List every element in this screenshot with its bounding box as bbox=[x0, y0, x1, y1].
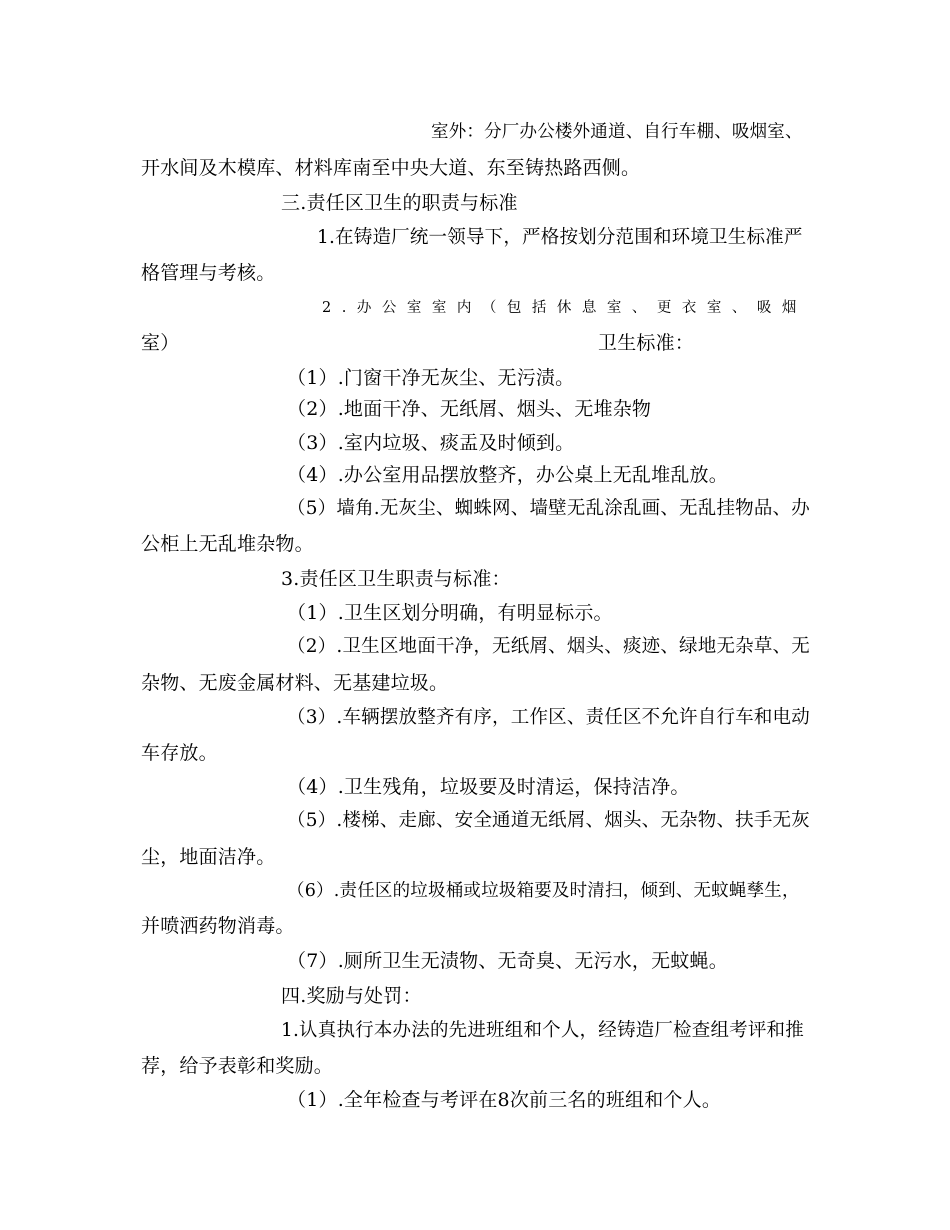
list-item: （3）.室内垃圾、痰盂及时倾到。 bbox=[287, 432, 575, 454]
list-item: （5）.楼梯、走廊、安全通道无纸屑、烟头、无杂物、扶手无灰 bbox=[287, 810, 810, 831]
list-item: （1）.全年检查与考评在8次前三名的班组和个人。 bbox=[287, 1089, 722, 1111]
list-item: （4）.办公室用品摆放整齐，办公桌上无乱堆乱放。 bbox=[287, 464, 728, 486]
text-line: 公柜上无乱堆杂物。 bbox=[141, 533, 314, 555]
section-heading: 四.奖励与处罚： bbox=[281, 985, 422, 1007]
section-heading: 3.责任区卫生职责与标准： bbox=[281, 568, 511, 590]
text-line: 并喷洒药物消毒。 bbox=[141, 915, 295, 937]
text-line: 荐，给予表彰和奖励。 bbox=[141, 1055, 334, 1077]
text-line: 尘，地面洁净。 bbox=[141, 846, 276, 868]
text-line: 2.办公室室内（包括休息室、更衣室、吸烟 bbox=[322, 300, 807, 316]
list-item: （3）.车辆摆放整齐有序，工作区、责任区不允许自行车和电动 bbox=[287, 707, 810, 728]
text-line: 室外：分厂办公楼外通道、自行车棚、吸烟室、 bbox=[431, 122, 803, 142]
list-item: （2）.地面干净、无纸屑、烟头、无堆杂物 bbox=[287, 398, 652, 420]
section-heading: 三.责任区卫生的职责与标准 bbox=[281, 192, 518, 214]
list-item: （4）.卫生残角，垃圾要及时清运，保持洁净。 bbox=[287, 776, 690, 798]
list-item: （2）.卫生区地面干净，无纸屑、烟头、痰迹、绿地无杂草、无 bbox=[287, 636, 810, 657]
text-line: 杂物、无废金属材料、无基建垃圾。 bbox=[141, 672, 449, 694]
text-line: 车存放。 bbox=[141, 742, 218, 764]
text-line: 格管理与考核。 bbox=[141, 262, 276, 284]
list-item: （1）.门窗干净无灰尘、无污渍。 bbox=[287, 367, 575, 389]
text-line: 室） bbox=[141, 332, 180, 354]
text-line: 卫生标准： bbox=[598, 332, 695, 354]
list-item: （1）.卫生区划分明确，有明显标示。 bbox=[287, 602, 613, 624]
text-line: 开水间及木模库、材料库南至中央大道、东至铸热路西侧。 bbox=[141, 157, 641, 179]
list-item: （6）.责任区的垃圾桶或垃圾箱要及时清扫，倾到、无蚊蝇孳生， bbox=[287, 881, 800, 901]
list-item: （7）.厕所卫生无渍物、无奇臭、无污水，无蚊蝇。 bbox=[287, 950, 728, 972]
text-line: 1.认真执行本办法的先进班组和个人，经铸造厂检查组考评和推 bbox=[281, 1020, 804, 1041]
list-item: （5）墙角.无灰尘、蜘蛛网、墙壁无乱涂乱画、无乱挂物品、办 bbox=[287, 498, 810, 519]
text-line: 1.在铸造厂统一领导下，严格按划分范围和环境卫生标准严 bbox=[317, 227, 803, 248]
